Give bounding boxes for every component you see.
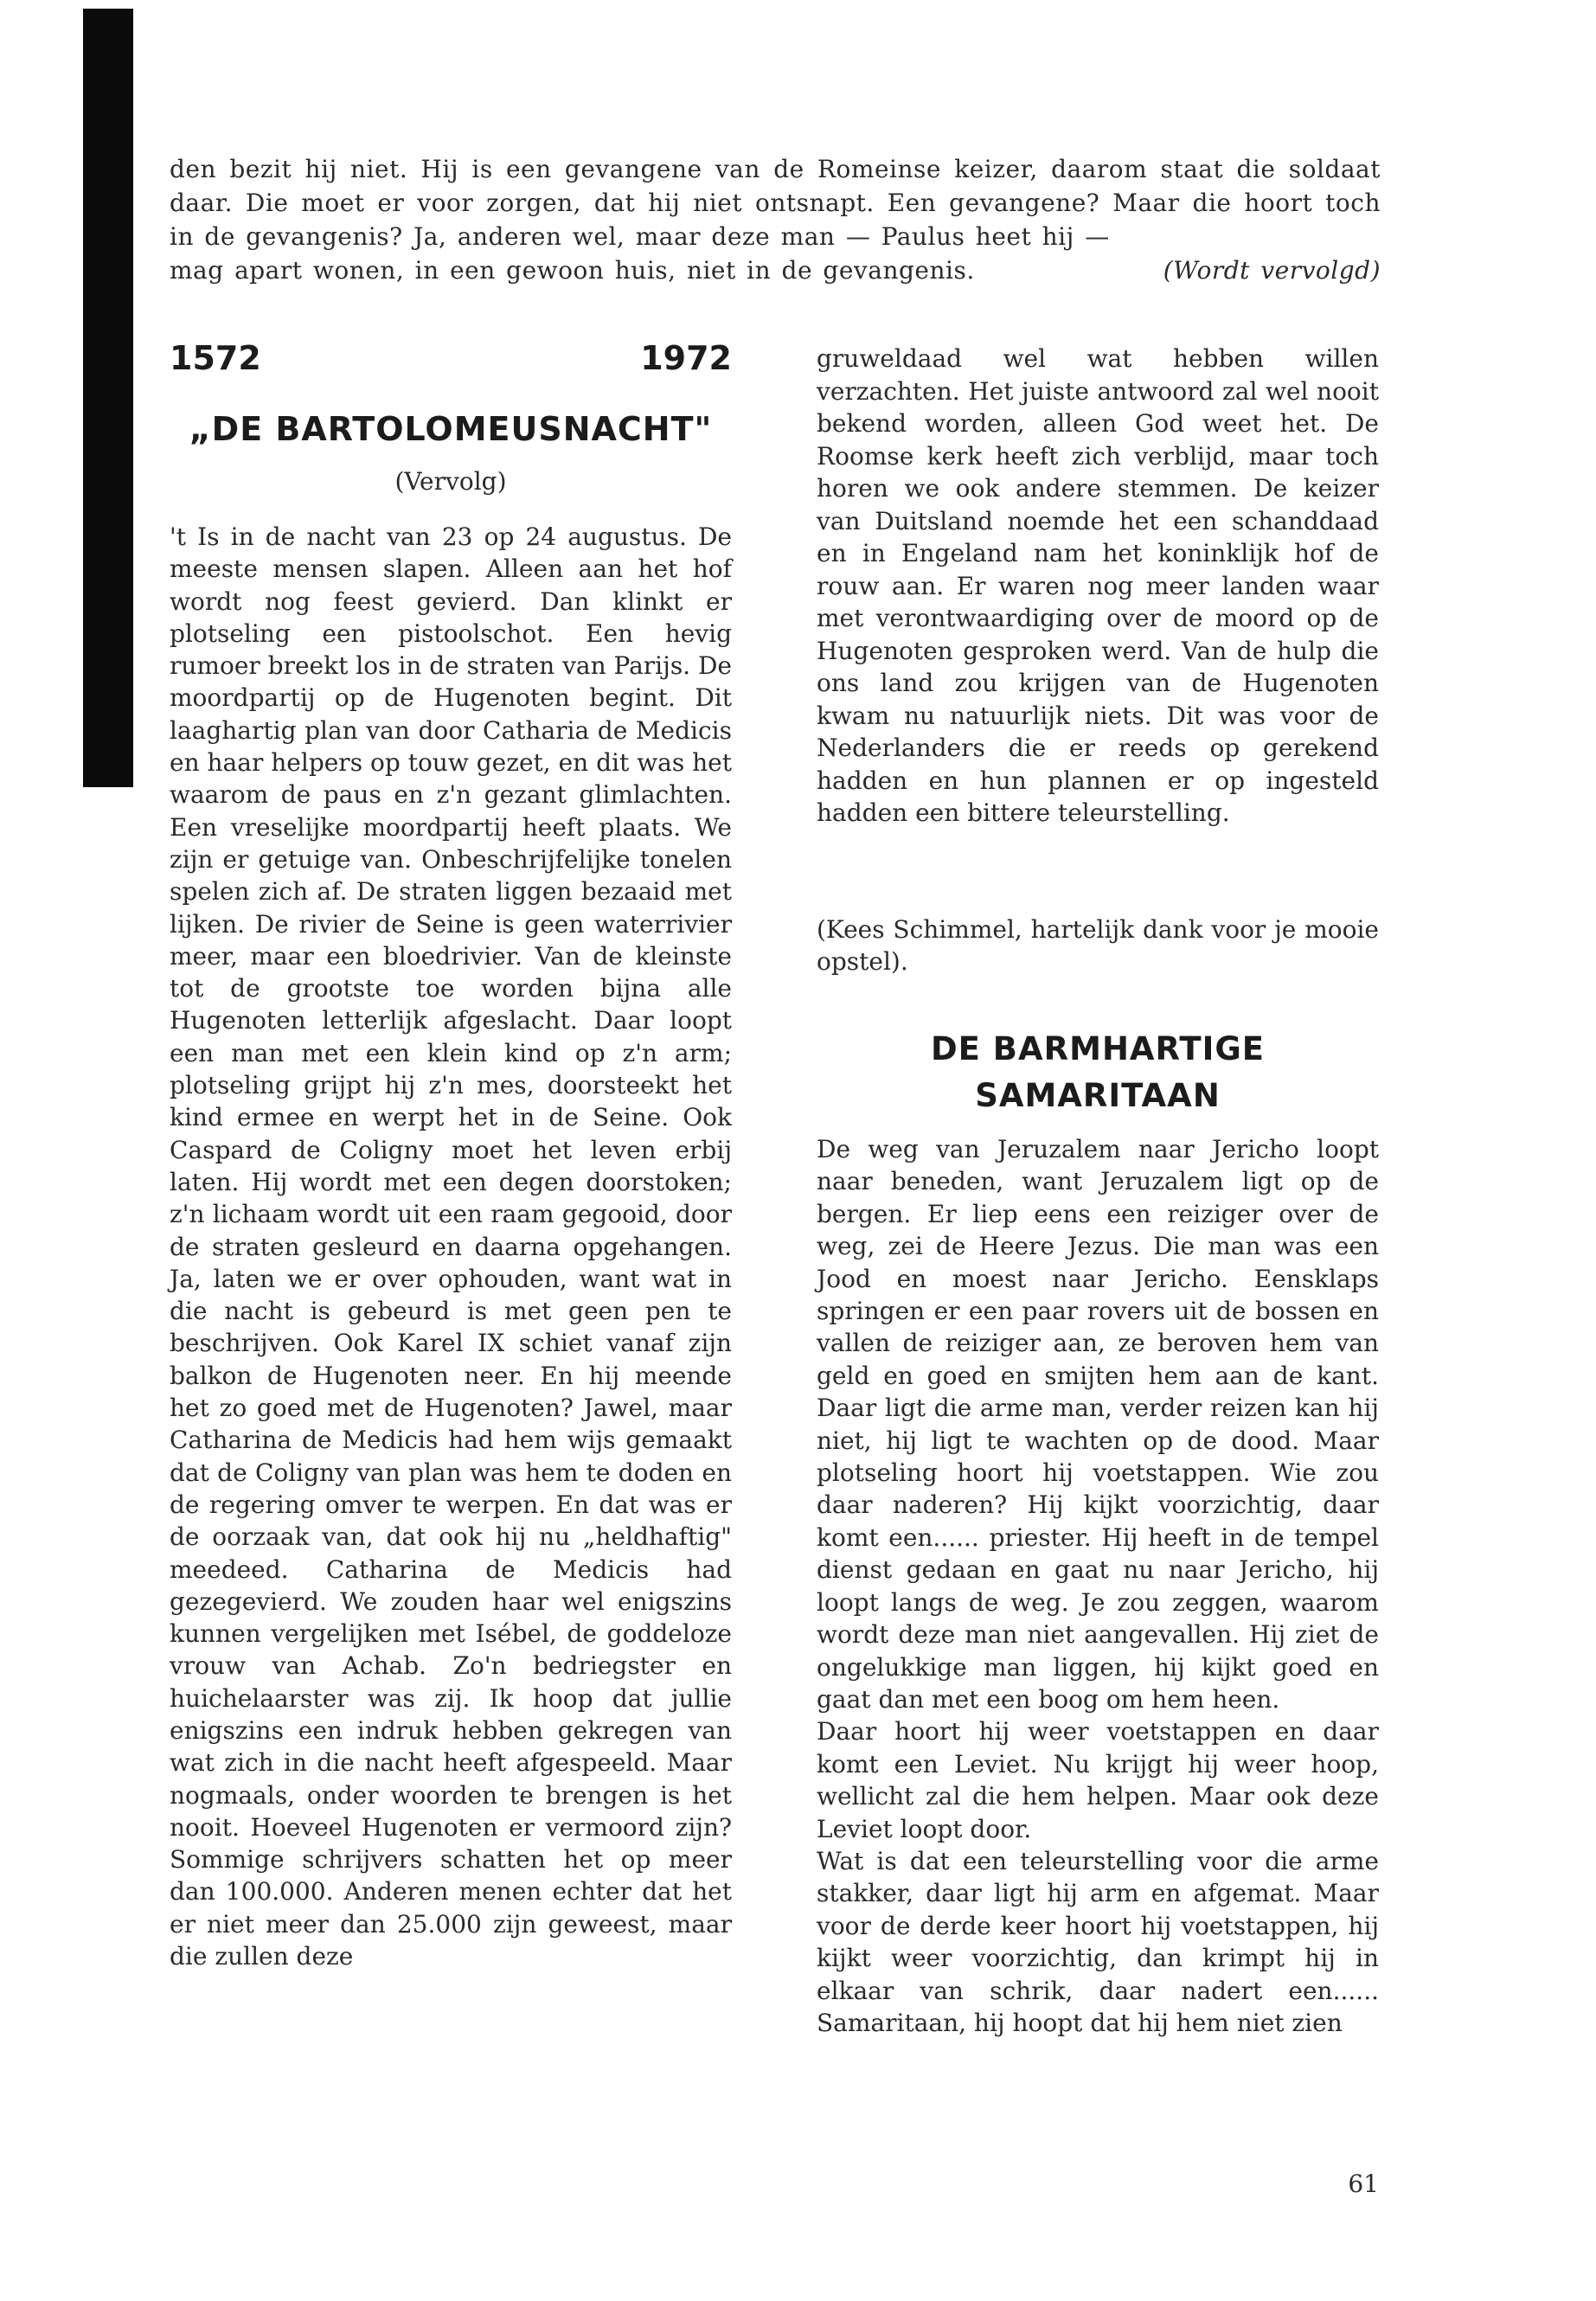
year-start: 1572 [170,339,261,377]
serial-continuation [170,152,1381,287]
article-title-bartolomeusnacht: „DE BARTOLOMEUSNACHT" [189,410,713,448]
serial-text: den bezit hij niet. Hij is een gevangene van de Romeinse keizer, daarom staat die soldaat daar. Die moet er voor zorgen, dat hij niet ontsnapt. Een gevangene? Maar die hoort toch in de gevangenis? Ja, anderen wel, maar deze man — Paulus heet hij — [170,155,1381,251]
title-line-2: SAMARITAAN [975,1077,1221,1114]
author-thanks-text: (Kees Schimmel, hartelijk dank voor je mooie opstel). [817,915,1379,976]
paragraph-1: De weg van Jeruzalem naar Jericho loopt naar beneden, want Jeruzalem ligt op de bergen. Er liep eens een reiziger over de weg, zei de Heere Jezus. Die man was een Jood en moest naar Jericho. Eensklaps springen er een paar rovers uit de bossen en vallen de reiziger aan, ze beroven hem van geld en goed en smijten hem aan de kant. Daar ligt die arme man, verder reizen kan hij niet, hij ligt te wachten op de dood. Maar plotseling hoort hij voetstappen. Wie zou daar naderen? Hij kijkt voorzichtig, daar komt een...... priester. Hij heeft in de tempel dienst gedaan en gaat nu naar Jericho, hij loopt langs de weg. Je zou zeggen, waarom wordt deze man niet aangevallen. Hij ziet de ongelukkige man liggen, hij kijkt goed en gaat dan met een boog om hem heen. [817,1135,1379,1714]
to-be-continued-note: (Wordt vervolgd) [1163,256,1381,285]
page-number: 61 [1348,2170,1379,2198]
samaritaan-body [817,1133,1379,2039]
title-line-1: DE BARMHARTIGE [930,1030,1266,1067]
year-end: 1972 [640,339,732,377]
article-body-text: 't Is in de nacht van 23 op 24 augustus. De meeste mensen slapen. Alleen aan het hof wordt nog feest gevierd. Dan klinkt er plotseling een pistoolschot. Een hevig rumoer breekt los in de straten van Parijs. De moordpartij op de Hugenoten begint. Dit laaghartig plan van door Catharia de Medicis en haar helpers op touw gezet, en dit was het waarom de paus en z'n gezant glimlachten. Een vreselijke moordpartij heeft plaats. We zijn er getuige van. Onbeschrijfelijke tonelen spelen zich af. De straten liggen bezaaid met lijken. De rivier de Seine is geen waterrivier meer, maar een bloedrivier. Van de kleinste tot de grootste toe worden bijna alle Hugenoten letterlijk afgeslacht. Daar loopt een man met een klein kind op z'n arm; plotseling grijpt hij z'n mes, doorsteekt het kind ermee en werpt het in de Seine. Ook Caspard de Coligny moet het leven erbij laten. Hij wordt met een degen doorstoken; z'n lichaam wordt uit een raam gegooid, door de straten gesleurd en daarna opgehangen. Ja, laten we er over ophouden, want wat in die nacht is gebeurd is met geen pen te beschrijven. Ook Karel IX schiet vanaf zijn balkon de Hugenoten neer. En hij meende het zo goed met de Hugenoten? Jawel, maar Catharina de Medicis had hem wijs gemaakt dat de Coligny van plan was hem te doden en de regering omver te werpen. En dat was er de oorzaak van, dat ook hij nu „heldhaftig" meedeed. Catharina de Medicis had gezegevierd. We zouden haar wel enigszins kunnen vergelijken met Isébel, de goddeloze vrouw van Achab. Zo'n bedriegster en huichelaarster was zij. Ik hoop dat jullie enigszins een indruk hebben gekregen van wat zich in die nacht heeft afgespeeld. Maar nogmaals, onder woorden te brengen is het nooit. Hoeveel Hugenoten er vermoord zijn? Sommige schrijvers schatten het op meer dan 100.000. Anderen menen echter dat het er niet meer dan 25.000 zijn geweest, maar die zullen deze [170,522,733,1971]
article-body-right-column [817,343,1379,830]
article-continuation-text: gruweldaad wel wat hebben willen verzachten. Het juiste antwoord zal wel nooit bekend worden, alleen God weet het. De Roomse kerk heeft zich verblijd, maar toch horen we ook andere stemmen. De keizer van Duitsland noemde het een schanddaad en in Engeland nam het koninklijk hof de rouw aan. Er waren nog meer landen waar met verontwaardiging over de moord op de Hugenoten gesproken werd. Van de hulp die ons land zou krijgen van de Hugenoten kwam nu natuurlijk niets. Dit was voor de Nederlanders die er reeds op gerekend hadden en hun plannen er op ingesteld hadden een bittere teleurstelling. [817,344,1379,827]
paragraph-2: Daar hoort hij weer voetstappen en daar komt een Leviet. Nu krijgt hij weer hoop, wellicht zal die hem helpen. Maar ook deze Leviet loopt door. [817,1717,1379,1843]
article-body-left-column [170,521,732,1972]
scan-edge-bar [83,9,133,787]
article-title-samaritaan [817,1026,1379,1119]
author-thanks [817,913,1379,977]
serial-last-line [170,253,1381,287]
article-years [170,339,732,377]
serial-final-sentence: mag apart wonen, in een gewoon huis, niet in de gevangenis. [170,256,975,285]
article-subtitle: (Vervolg) [394,467,507,496]
paragraph-3: Wat is dat een teleurstelling voor die arme stakker, daar ligt hij arm en afgemat. Maar voor de derde keer hoort hij voetstappen, hij kijkt weer voorzichtig, dan krimpt hij in elkaar van schrik, daar nadert een...... Samaritaan, hij hoopt dat hij hem niet zien [817,1846,1379,2037]
